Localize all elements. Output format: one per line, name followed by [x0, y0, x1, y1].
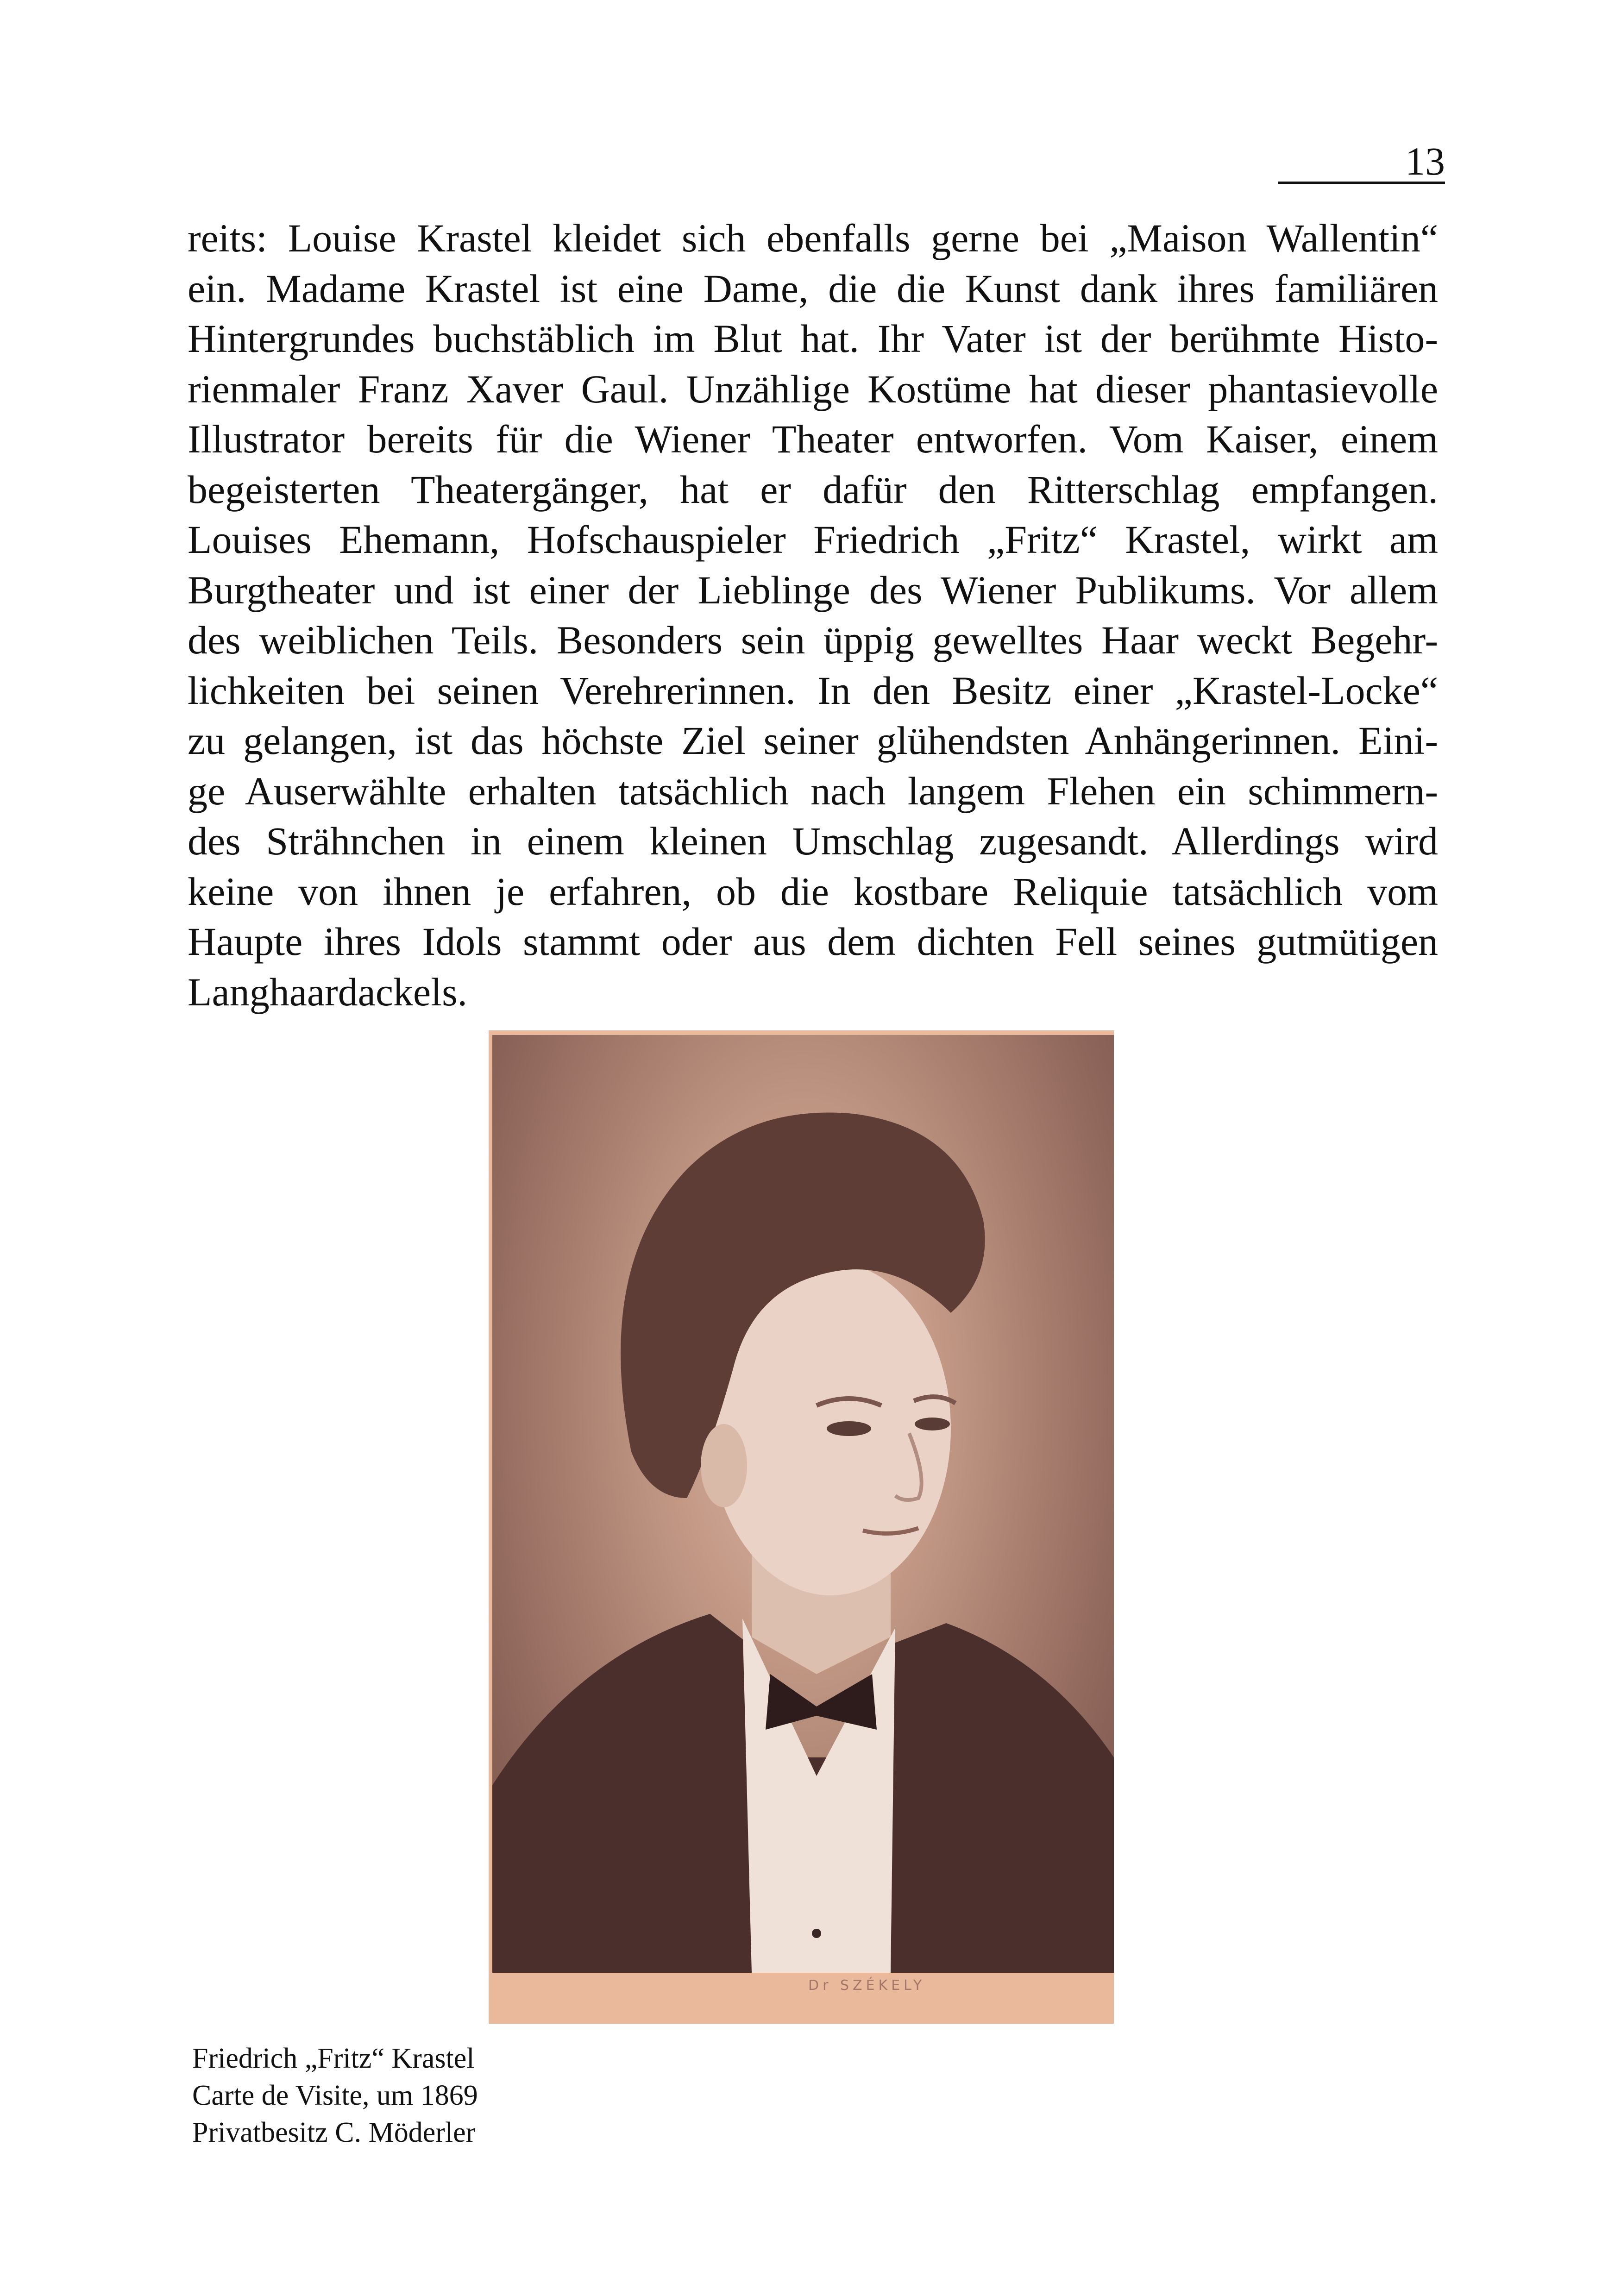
page-number-block [1278, 132, 1445, 188]
body-line: Illustrator bereits für die Wiener Theater entworfen. Vom Kaiser, einem [188, 417, 1438, 461]
body-line: ge Auserwählte erhalten tatsächlich nach langem Flehen ein schimmern- [188, 768, 1438, 813]
shirt-stud [812, 1929, 821, 1938]
eye-left [827, 1421, 871, 1436]
portrait-photo [492, 1035, 1114, 1973]
body-line: ein. Madame Krastel ist eine Dame, die die Kunst dank ihres familiären [188, 266, 1438, 311]
body-line: rienmaler Franz Xaver Gaul. Unzählige Kostüme hat dieser phantasievolle [188, 366, 1438, 411]
body-line: des Strähnchen in einem kleinen Umschlag zugesandt. Allerdings wird [188, 819, 1438, 863]
caption-line: Privatbesitz C. Möderler [192, 2117, 476, 2148]
body-line: des weiblichen Teils. Besonders sein üppig gewelltes Haar weckt Begehr- [188, 618, 1438, 662]
caption-line: Friedrich „Fritz“ Krastel [192, 2043, 475, 2074]
body-line: Haupte ihres Idols stammt oder aus dem dichten Fell seines gutmütigen [188, 919, 1438, 964]
body-line: begeisterten Theatergänger, hat er dafür den Ritterschlag empfangen. [188, 467, 1438, 512]
bowtie-shape [766, 1674, 877, 1730]
carte-de-visite-card [489, 1030, 1114, 2024]
body-line: Burgtheater und ist einer der Lieblinge des Wiener Publikums. Vor allem [188, 567, 1438, 612]
body-line: Hintergrundes buchstäblich im Blut hat. Ihr Vater ist der berühmte Histo- [188, 316, 1438, 361]
body-line: keine von ihnen je erfahren, ob die kostbare Reliquie tatsächlich vom [188, 869, 1438, 914]
eye-right [915, 1418, 950, 1430]
body-line: Louises Ehemann, Hofschauspieler Friedrich „Fritz“ Krastel, wirkt am [188, 517, 1438, 562]
caption-line: Carte de Visite, um 1869 [192, 2080, 478, 2111]
photo-caption [192, 2040, 478, 2151]
ear-shape [701, 1424, 747, 1507]
body-line: lichkeiten bei seinen Verehrerinnen. In den Besitz einer „Krastel-Locke“ [188, 668, 1438, 713]
photographer-imprint: Dr SZÉKELY [808, 1977, 926, 1994]
portrait-illustration [492, 1035, 1114, 1973]
body-line: reits: Louise Krastel kleidet sich ebenfalls gerne bei „Maison Wallentin“ [188, 216, 1438, 260]
body-line: zu gelangen, ist das höchste Ziel seiner glühendsten Anhängerinnen. Eini- [188, 718, 1438, 763]
body-paragraph [188, 213, 1438, 1017]
page-number: 13 [1405, 139, 1445, 183]
body-line: Langhaardackels. [188, 969, 468, 1014]
